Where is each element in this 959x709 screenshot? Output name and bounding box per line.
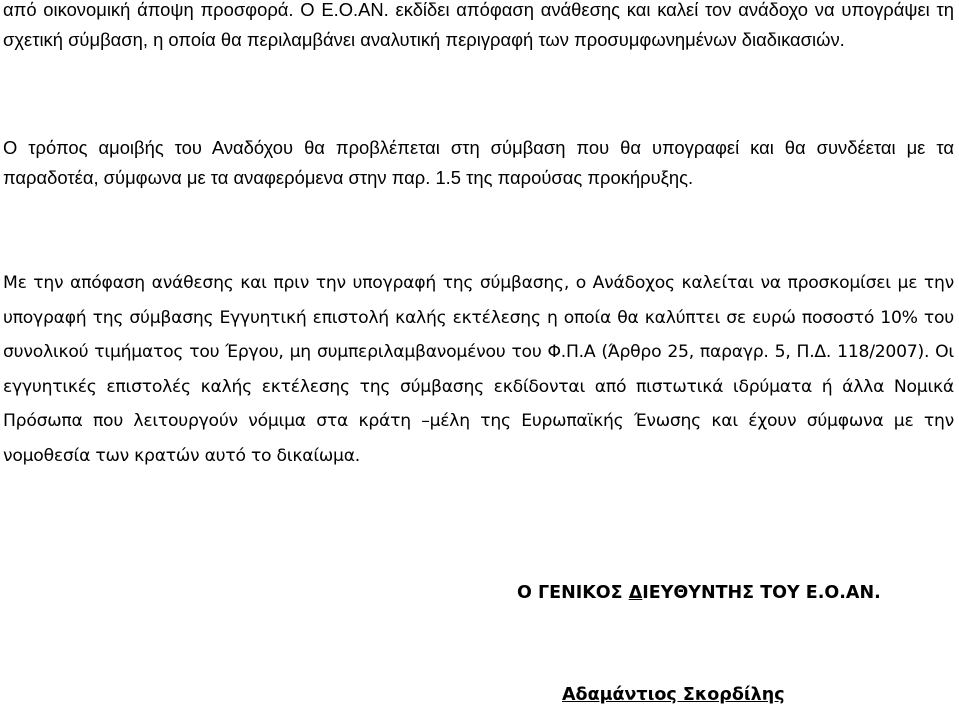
- signature-title-underlined: Δ: [628, 583, 643, 603]
- signature-title-end: ΙΕΥΘΥΝΤΗΣ ΤΟΥ Ε.Ο.ΑΝ.: [642, 583, 881, 603]
- paragraph-award-decision: από οικονομική άποψη προσφορά. Ο Ε.Ο.ΑΝ. εκδίδει απόφαση ανάθεσης και καλεί τον ανάδοχο να υπογράψει τη σχετική σύμβαση, η οποία θα περιλαμβάνει αναλυτική περιγραφή των προσυμφωνημένων διαδικασιών.: [3, 0, 954, 50]
- paragraph-performance-guarantee: Με την απόφαση ανάθεσης και πριν την υπογραφή της σύμβασης, ο Ανάδοχος καλείται να προσκομίσει με την υπογραφή της σύμβασης Εγγυητική επιστολή καλής εκτέλεσης η οποία θα καλύπτει σε ευρώ ποσοστό 10% του συνολικού τιμήματος του Έργου, μη συμπεριλαμβανομένου του Φ.Π.Α (Άρθρο 25, παραγρ. 5, Π.Δ. 118/2007). Οι εγγυητικές επιστολές καλής εκτέλεσης της σύμβασης εκδίδονται από πιστωτικά ιδρύματα ή άλλα Νομικά Πρόσωπα που λειτουργούν νόμιμα στα κράτη –μέλη της Ευρωπαϊκής Ένωσης και έχουν σύμφωνα με την νομοθεσία των κρατών αυτό το δικαίωμα.: [3, 273, 954, 466]
- signature-title-start: Ο ΓΕΝΙΚΟΣ: [517, 583, 629, 603]
- signatory-name: Αδαμάντιος Σκορδίλης: [562, 685, 785, 705]
- signature-title: [517, 581, 881, 605]
- paragraph-payment-terms: Ο τρόπος αμοιβής του Αναδόχου θα προβλέπεται στη σύμβαση που θα υπογραφεί και θα συνδέεται με τα παραδοτέα, σύμφωνα με τα αναφερόμενα στην παρ. 1.5 της παρούσας προκήρυξης.: [3, 137, 954, 188]
